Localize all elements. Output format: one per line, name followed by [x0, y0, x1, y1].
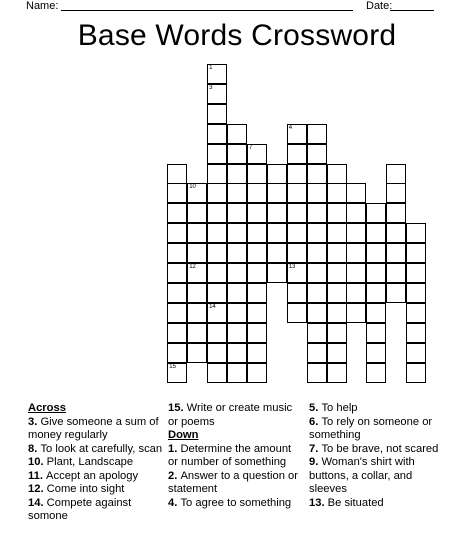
clue-item: [168, 402, 303, 429]
clue-number: 14: [209, 303, 216, 310]
clue-item-text: To be brave, not scared: [321, 442, 439, 455]
clue-item-text: Compete against somone: [28, 496, 132, 522]
clue-item-number: 15.: [168, 402, 187, 414]
grid-cell[interactable]: [227, 223, 247, 243]
clue-section-heading: Down: [168, 429, 199, 441]
grid-cell[interactable]: [366, 323, 386, 343]
grid-cell[interactable]: [307, 243, 327, 263]
clue-item-text: Come into sight: [46, 483, 125, 495]
grid-cell[interactable]: [227, 183, 247, 203]
clue-number: 13: [288, 264, 296, 270]
grid-cell[interactable]: [327, 243, 347, 263]
grid-cell[interactable]: [346, 243, 366, 263]
grid-cell[interactable]: [287, 203, 307, 223]
grid-cell[interactable]: [247, 363, 267, 383]
clue-item-number: 4.: [168, 496, 181, 509]
grid-cell[interactable]: [287, 263, 307, 283]
grid-cell[interactable]: [307, 183, 327, 203]
grid-cell[interactable]: [207, 144, 227, 164]
clue-number: 1: [209, 65, 213, 71]
grid-cell[interactable]: [366, 363, 386, 383]
grid-cell[interactable]: [327, 323, 347, 343]
grid-cell[interactable]: [307, 303, 327, 323]
grid-cell[interactable]: [406, 343, 426, 363]
grid-cell[interactable]: [386, 243, 406, 263]
page-title: Base Words Crossword: [77, 19, 397, 52]
grid-cell[interactable]: [267, 164, 287, 184]
grid-cell[interactable]: [307, 363, 327, 383]
grid-cell[interactable]: [207, 183, 227, 203]
grid-cell[interactable]: [247, 303, 267, 323]
grid-cell[interactable]: [327, 263, 347, 283]
clue-number: 10: [189, 184, 196, 191]
grid-cell[interactable]: [287, 243, 307, 263]
grid-cell[interactable]: [187, 243, 207, 263]
grid-cell[interactable]: [247, 263, 267, 283]
clue-item: [168, 497, 303, 511]
grid-cell[interactable]: [366, 343, 386, 363]
grid-cell[interactable]: [227, 343, 247, 363]
grid-cell[interactable]: [207, 283, 227, 303]
grid-cell[interactable]: [267, 183, 287, 203]
grid-cell[interactable]: [247, 203, 267, 223]
grid-cell[interactable]: [386, 283, 406, 303]
grid-cell[interactable]: [247, 144, 267, 164]
clue-item-text: Accept an apology: [46, 469, 139, 482]
grid-cell[interactable]: [287, 164, 307, 184]
grid-cell[interactable]: [287, 223, 307, 243]
clue-item: [28, 443, 163, 457]
grid-cell[interactable]: [406, 243, 426, 263]
grid-cell[interactable]: [227, 164, 247, 184]
grid-cell[interactable]: [207, 303, 227, 323]
clue-item: [28, 470, 163, 484]
grid-cell[interactable]: [307, 343, 327, 363]
clue-item: [309, 402, 449, 416]
grid-cell[interactable]: [167, 223, 187, 243]
grid-cell[interactable]: [247, 283, 267, 303]
grid-cell[interactable]: [346, 183, 366, 203]
grid-cell[interactable]: [187, 323, 207, 343]
grid-cell[interactable]: [307, 164, 327, 184]
grid-cell[interactable]: [187, 263, 207, 283]
grid-cell[interactable]: [287, 144, 307, 164]
clue-item: [309, 416, 449, 443]
grid-cell[interactable]: [227, 243, 247, 263]
clue-item: [28, 416, 163, 443]
date-label: Date:: [366, 0, 393, 12]
clue-number: 7: [248, 144, 253, 151]
grid-cell[interactable]: [386, 223, 406, 243]
clue-item-number: 2.: [168, 469, 181, 482]
clue-item: [309, 443, 449, 457]
grid-cell[interactable]: [346, 303, 366, 323]
grid-cell[interactable]: [227, 323, 247, 343]
grid-cell[interactable]: [207, 164, 227, 184]
grid-cell[interactable]: [207, 223, 227, 243]
grid-cell[interactable]: [187, 183, 207, 203]
clue-item: [309, 456, 449, 497]
grid-cell[interactable]: [307, 263, 327, 283]
grid-cell[interactable]: [346, 263, 366, 283]
clue-item: [168, 470, 303, 497]
grid-cell[interactable]: [327, 223, 347, 243]
grid-cell[interactable]: [287, 124, 307, 144]
clue-item-text: To look at carefully, scan: [40, 442, 163, 455]
grid-cell[interactable]: [267, 203, 287, 223]
clue-number: 4: [288, 124, 293, 131]
grid-cell[interactable]: [307, 144, 327, 164]
grid-cell[interactable]: [406, 223, 426, 243]
clue-item-text: To agree to something: [180, 496, 292, 509]
grid-cell[interactable]: [287, 183, 307, 203]
grid-cell[interactable]: [207, 104, 227, 124]
clues-column-2: [168, 402, 303, 510]
grid-cell[interactable]: [247, 343, 267, 363]
grid-cell[interactable]: [386, 164, 406, 184]
clue-item: [309, 497, 449, 511]
grid-cell[interactable]: [307, 203, 327, 223]
grid-cell[interactable]: [366, 263, 386, 283]
grid-cell[interactable]: [167, 303, 187, 323]
grid-cell[interactable]: [366, 283, 386, 303]
grid-cell[interactable]: [327, 164, 347, 184]
grid-cell[interactable]: [187, 203, 207, 223]
grid-cell[interactable]: [287, 303, 307, 323]
grid-cell[interactable]: [167, 243, 187, 263]
grid-cell[interactable]: [167, 283, 187, 303]
clue-item-number: 1.: [168, 442, 181, 455]
clues-column-3: [309, 402, 449, 510]
grid-cell[interactable]: [227, 203, 247, 223]
grid-cell[interactable]: [307, 283, 327, 303]
clue-item-number: 10.: [28, 456, 47, 468]
clues-column-1: [28, 402, 163, 524]
clue-item: [28, 497, 163, 524]
grid-cell[interactable]: [366, 303, 386, 323]
grid-cell[interactable]: [247, 323, 267, 343]
grid-cell[interactable]: [247, 223, 267, 243]
grid-cell[interactable]: [247, 164, 267, 184]
grid-cell[interactable]: [227, 124, 247, 144]
grid-cell[interactable]: [327, 283, 347, 303]
grid-cell[interactable]: [227, 363, 247, 383]
grid-cell[interactable]: [386, 263, 406, 283]
clue-item-number: 3.: [28, 415, 41, 428]
clue-item: [168, 443, 303, 470]
grid-cell[interactable]: [327, 343, 347, 363]
grid-cell[interactable]: [167, 343, 187, 363]
grid-cell[interactable]: [267, 243, 287, 263]
clue-item: [28, 456, 163, 470]
grid-cell[interactable]: [167, 263, 187, 283]
clue-number: 15: [169, 363, 176, 370]
clue-item-number: 7.: [309, 442, 322, 455]
grid-cell[interactable]: [366, 223, 386, 243]
grid-cell[interactable]: [167, 203, 187, 223]
grid-cell[interactable]: [207, 243, 227, 263]
grid-cell[interactable]: [187, 223, 207, 243]
grid-cell[interactable]: [167, 363, 187, 383]
grid-cell[interactable]: [346, 223, 366, 243]
grid-cell[interactable]: [406, 303, 426, 323]
grid-cell[interactable]: [167, 323, 187, 343]
clue-item-number: 14.: [28, 496, 47, 509]
grid-cell[interactable]: [207, 64, 227, 84]
grid-cell[interactable]: [327, 363, 347, 383]
grid-cell[interactable]: [247, 243, 267, 263]
clue-number: 12: [189, 264, 196, 270]
clue-item-number: 6.: [309, 415, 322, 428]
grid-cell[interactable]: [327, 203, 347, 223]
grid-cell[interactable]: [267, 223, 287, 243]
clue-number: 3: [209, 84, 213, 91]
grid-cell[interactable]: [327, 303, 347, 323]
grid-cell[interactable]: [227, 283, 247, 303]
clue-item-text: Write or create music or poems: [168, 402, 293, 428]
clue-item-number: 12.: [28, 483, 47, 495]
clue-item-text: Plant, Landscape: [46, 456, 134, 468]
grid-cell[interactable]: [187, 283, 207, 303]
grid-cell[interactable]: [327, 183, 347, 203]
grid-cell[interactable]: [247, 183, 267, 203]
grid-cell[interactable]: [207, 124, 227, 144]
grid-cell[interactable]: [207, 84, 227, 104]
grid-cell[interactable]: [287, 283, 307, 303]
grid-cell[interactable]: [346, 203, 366, 223]
clue-item-number: 8.: [28, 442, 41, 455]
grid-cell[interactable]: [406, 363, 426, 383]
grid-cell[interactable]: [307, 223, 327, 243]
clue-item-text: To rely on someone or something: [309, 415, 433, 441]
grid-cell[interactable]: [227, 263, 247, 283]
grid-cell[interactable]: [386, 203, 406, 223]
grid-cell[interactable]: [207, 363, 227, 383]
grid-cell[interactable]: [406, 263, 426, 283]
clue-item: [28, 483, 163, 497]
grid-cell[interactable]: [267, 263, 287, 283]
name-label: Name:: [26, 0, 59, 12]
clue-item-number: 5.: [309, 402, 322, 414]
clue-item-text: Woman's shirt with buttons, a collar, and sleeves: [309, 456, 415, 495]
grid-cell[interactable]: [406, 283, 426, 303]
grid-cell[interactable]: [366, 203, 386, 223]
grid-cell[interactable]: [207, 323, 227, 343]
grid-cell[interactable]: [307, 124, 327, 144]
grid-cell[interactable]: [346, 283, 366, 303]
grid-cell[interactable]: [207, 263, 227, 283]
grid-cell[interactable]: [406, 323, 426, 343]
grid-cell[interactable]: [207, 203, 227, 223]
clue-section-heading: Across: [28, 402, 66, 414]
clue-item-text: Give someone a sum of money regularly: [28, 415, 159, 441]
clue-item-text: To help: [321, 402, 358, 414]
grid-cell[interactable]: [167, 183, 187, 203]
grid-cell[interactable]: [167, 164, 187, 184]
clue-item-text: Be situated: [327, 496, 384, 509]
grid-cell[interactable]: [187, 343, 207, 363]
grid-cell[interactable]: [366, 243, 386, 263]
grid-cell[interactable]: [227, 303, 247, 323]
clue-item-text: Determine the amount or number of something: [168, 442, 292, 468]
clue-item-text: Answer to a question or statement: [168, 469, 298, 495]
grid-cell[interactable]: [386, 183, 406, 203]
clue-item-number: 11.: [28, 469, 47, 482]
clue-item-number: 9.: [309, 456, 322, 468]
clue-item-number: 13.: [309, 496, 328, 509]
grid-cell[interactable]: [227, 144, 247, 164]
grid-cell[interactable]: [207, 343, 227, 363]
grid-cell[interactable]: [187, 303, 207, 323]
grid-cell[interactable]: [307, 323, 327, 343]
